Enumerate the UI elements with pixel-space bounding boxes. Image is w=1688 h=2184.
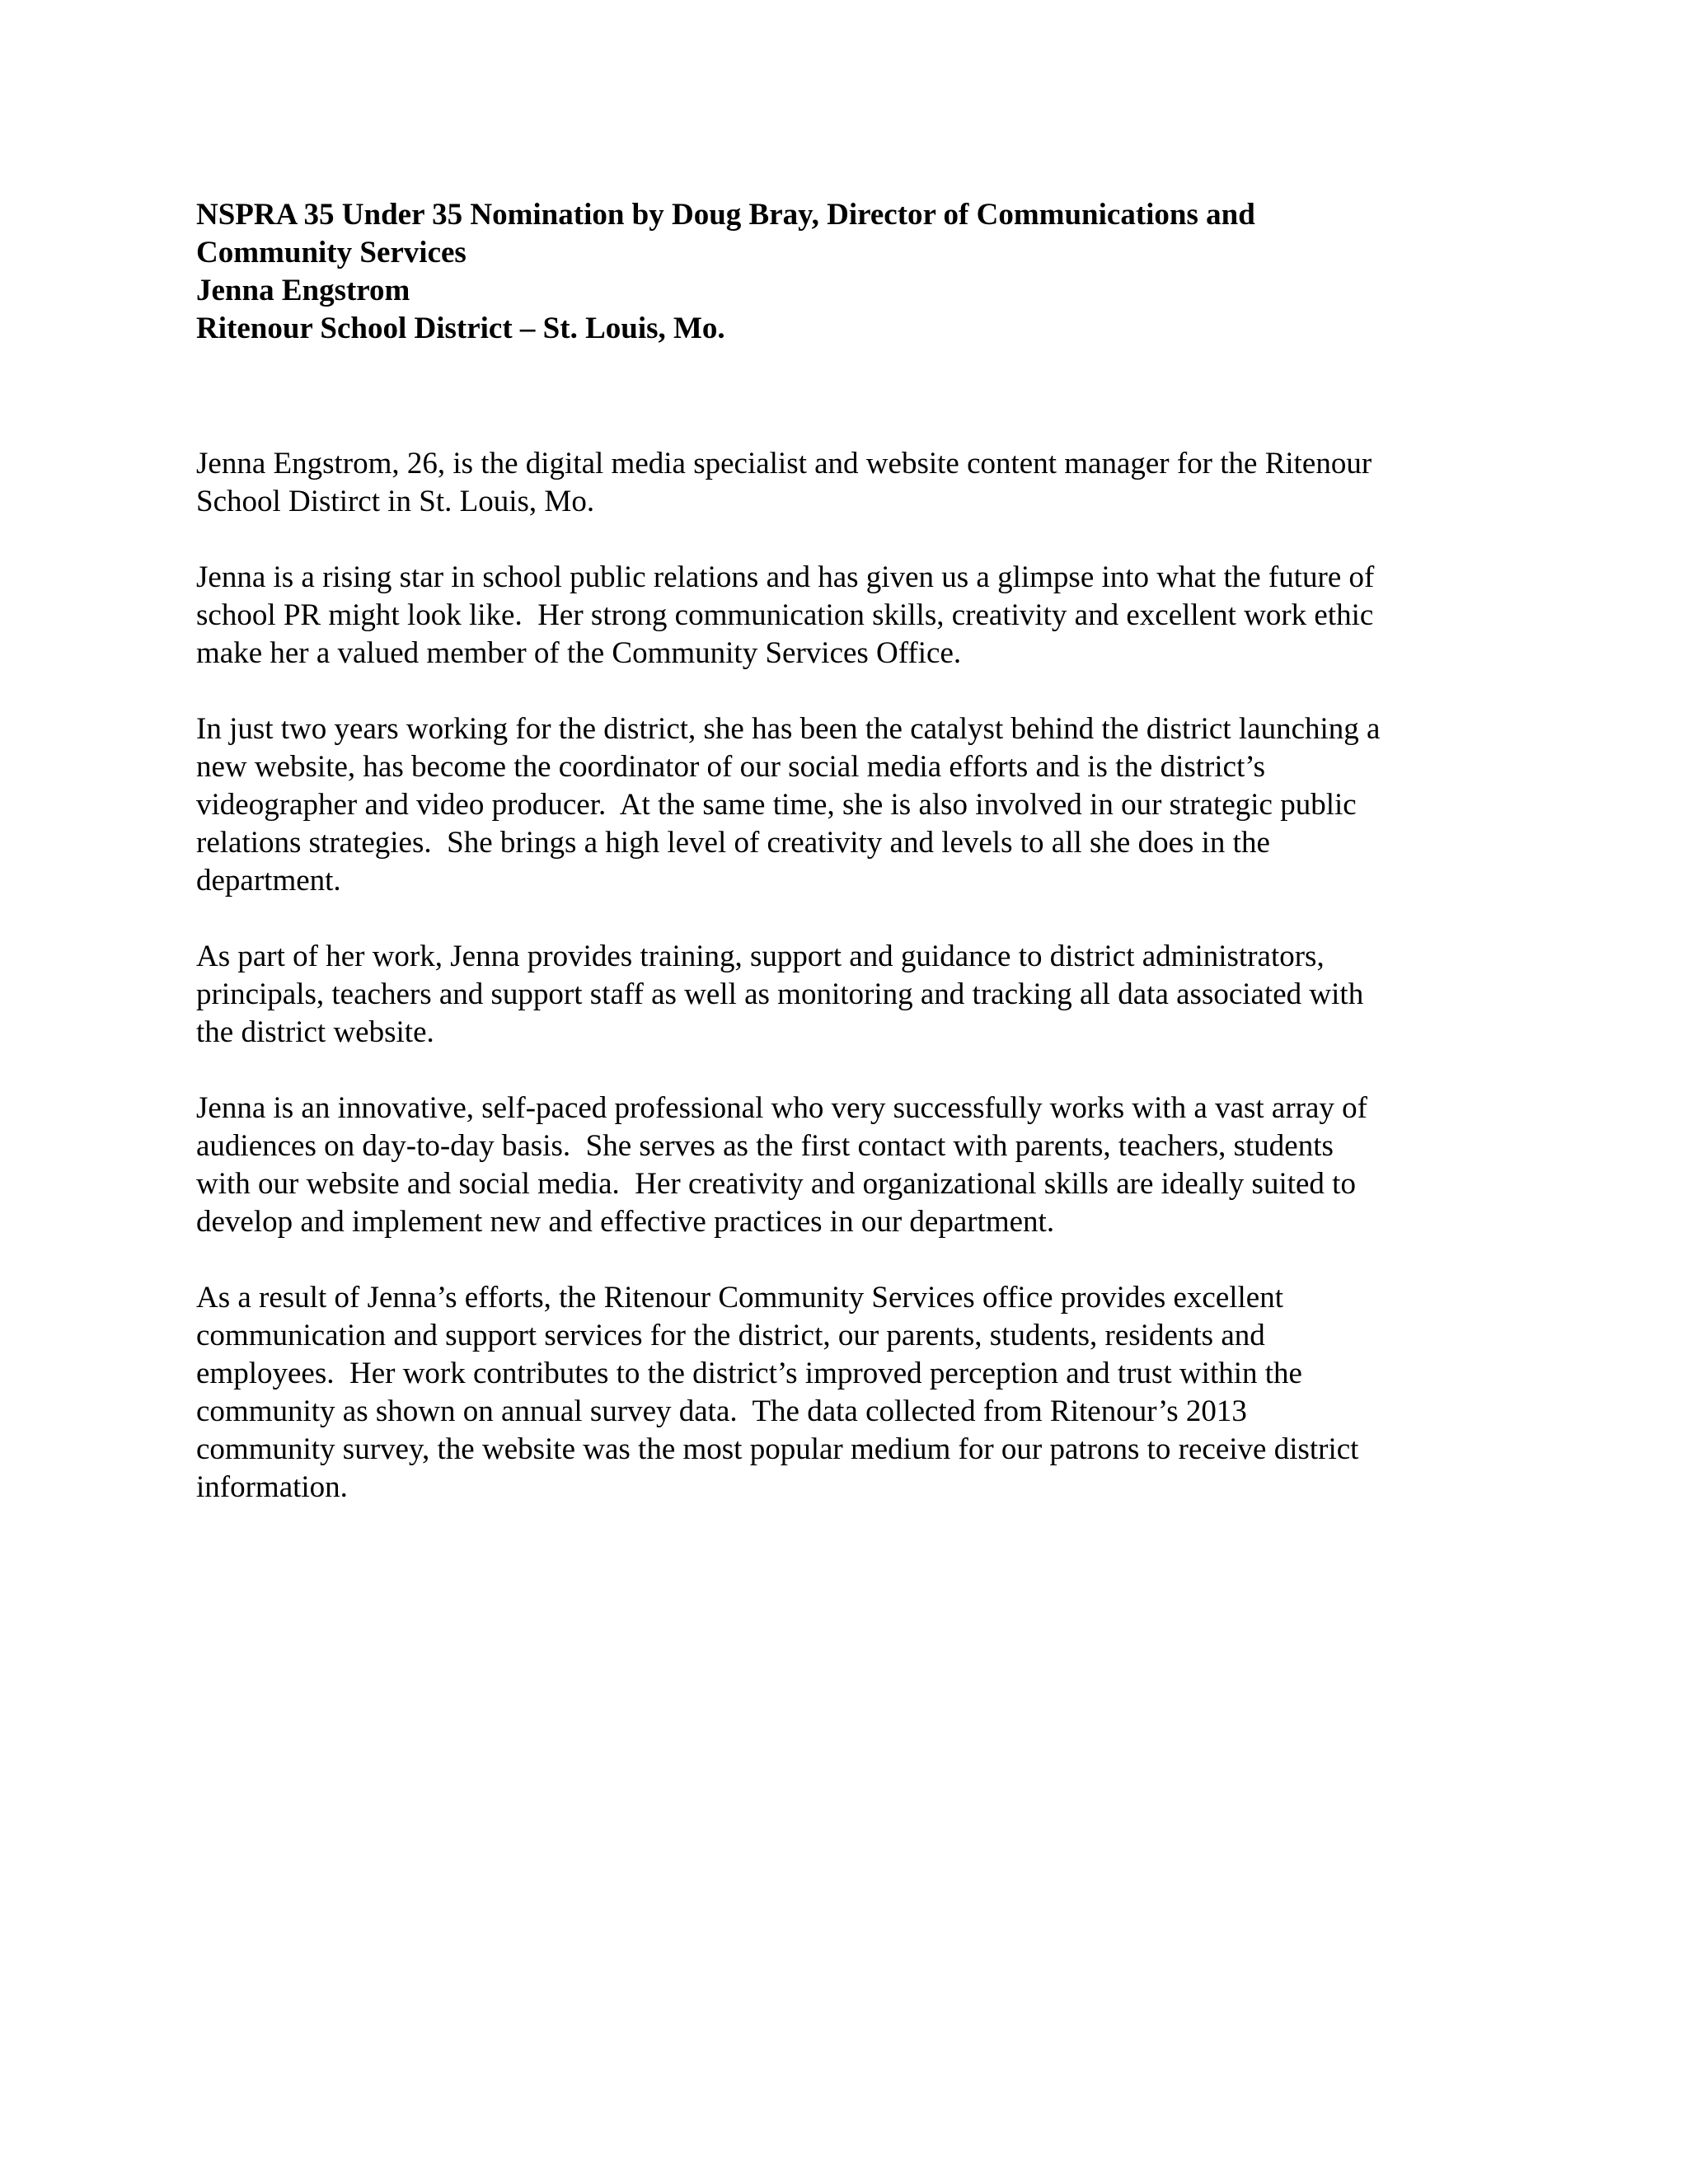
paragraph-line: Jenna is an innovative, self-paced professional who very successfully works with a vast array of [196,1091,1367,1125]
document-header [196,196,1498,348]
paragraph-line: communication and support services for the district, our parents, students, residents and [196,1319,1265,1352]
paragraph-line: community survey, the website was the most popular medium for our patrons to receive district [196,1432,1359,1466]
header-title-line: NSPRA 35 Under 35 Nomination by Doug Bray, Director of Communications and [196,198,1255,232]
paragraph-line: School Distirct in St. Louis, Mo. [196,485,595,518]
paragraph [196,938,1498,1052]
header-title-line-continued: Community Services [196,236,467,269]
paragraph-line: As a result of Jenna’s efforts, the Ritenour Community Services office provides excellent [196,1281,1284,1315]
paragraph-line: relations strategies. She brings a high level of creativity and levels to all she does in the [196,826,1270,860]
paragraph [196,710,1498,900]
paragraph [196,1090,1498,1241]
paragraph-line: audiences on day-to-day basis. She serves as the first contact with parents, teachers, students [196,1129,1334,1163]
district-location: Ritenour School District – St. Louis, Mo. [196,312,725,345]
paragraph-line: department. [196,864,341,898]
paragraph-line: information. [196,1470,348,1504]
paragraph-line: community as shown on annual survey data. The data collected from Ritenour’s 2013 [196,1394,1247,1428]
paragraph-line: new website, has become the coordinator of our social media efforts and is the district’s [196,750,1266,784]
paragraph-line: develop and implement new and effective practices in our department. [196,1205,1055,1239]
paragraph-line: with our website and social media. Her creativity and organizational skills are ideally suited to [196,1167,1356,1201]
nomination-text [196,445,1498,1507]
paragraph-line: the district website. [196,1015,434,1049]
nominee-name: Jenna Engstrom [196,274,410,307]
paragraph-line: principals, teachers and support staff as well as monitoring and tracking all data associated with [196,977,1364,1011]
paragraph-line: employees. Her work contributes to the district’s improved perception and trust within the [196,1357,1302,1390]
paragraph [196,559,1498,673]
paragraph-line: school PR might look like. Her strong communication skills, creativity and excellent work ethic [196,598,1374,632]
document-body [196,196,1498,1544]
paragraph-line: Jenna Engstrom, 26, is the digital media specialist and website content manager for the Ritenour [196,447,1372,480]
paragraph [196,1279,1498,1507]
paragraph-line: As part of her work, Jenna provides training, support and guidance to district administrators, [196,940,1325,973]
paragraph-line: make her a valued member of the Community Services Office. [196,636,962,670]
paragraph-line: Jenna is a rising star in school public relations and has given us a glimpse into what the future of [196,560,1375,594]
paragraph-line: In just two years working for the district, she has been the catalyst behind the district launching a [196,712,1381,746]
paragraph [196,445,1498,521]
paragraph-line: videographer and video producer. At the same time, she is also involved in our strategic public [196,788,1357,822]
